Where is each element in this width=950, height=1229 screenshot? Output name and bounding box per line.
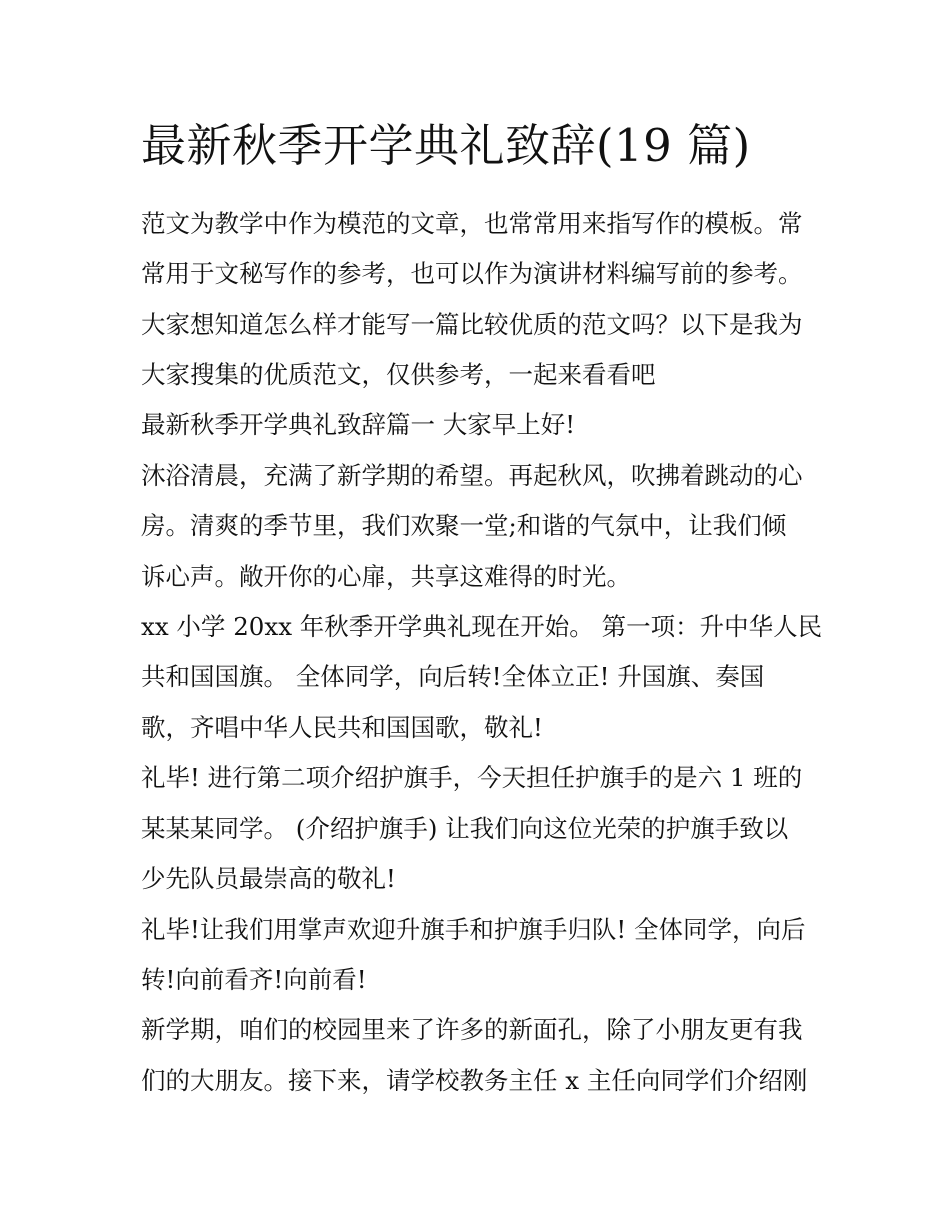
document-title: 最新秋季开学典礼致辞(19 篇) (141, 119, 751, 172)
text-line: 最新秋季开学典礼致辞篇一 大家早上好! (141, 410, 576, 439)
text-line: 共和国国旗。 全体同学，向后转!全体立正! 升国旗、奏国 (141, 662, 765, 691)
text-line: 大家搜集的优质范文，仅供参考，一起来看看吧 (141, 360, 656, 389)
text-line: 转!向前看齐!向前看! (141, 965, 367, 994)
text-line: 少先队员最崇高的敬礼! (141, 864, 396, 893)
text-line: 歌，齐唱中华人民共和国国歌，敬礼! (141, 713, 543, 742)
text-line: 礼毕!让我们用掌声欢迎升旗手和护旗手归队! 全体同学，向后 (141, 915, 806, 944)
text-line: 沐浴清晨，充满了新学期的希望。再起秋风，吹拂着跳动的心 (141, 461, 803, 490)
text-line: 常用于文秘写作的参考，也可以作为演讲材料编写前的参考。 (141, 259, 803, 288)
text-line: 大家想知道怎么样才能写一篇比较优质的范文吗？以下是我为 (141, 310, 803, 339)
text-line: xx 小学 20xx 年秋季开学典礼现在开始。 第一项：升中华人民 (141, 612, 823, 641)
text-line: 礼毕! 进行第二项介绍护旗手，今天担任护旗手的是六 1 班的 (141, 763, 803, 792)
text-line: 新学期，咱们的校园里来了许多的新面孔，除了小朋友更有我 (141, 1015, 803, 1044)
text-line: 范文为教学中作为模范的文章，也常常用来指写作的模板。常 (141, 209, 803, 238)
text-line: 某某某同学。 (介绍护旗手) 让我们向这位光荣的护旗手致以 (141, 814, 789, 843)
text-line: 房。清爽的季节里，我们欢聚一堂;和谐的气氛中，让我们倾 (141, 511, 787, 540)
text-line: 诉心声。敞开你的心扉，共享这难得的时光。 (141, 562, 631, 591)
text-line: 们的大朋友。接下来，请学校教务主任 x 主任向同学们介绍刚 (141, 1066, 808, 1095)
